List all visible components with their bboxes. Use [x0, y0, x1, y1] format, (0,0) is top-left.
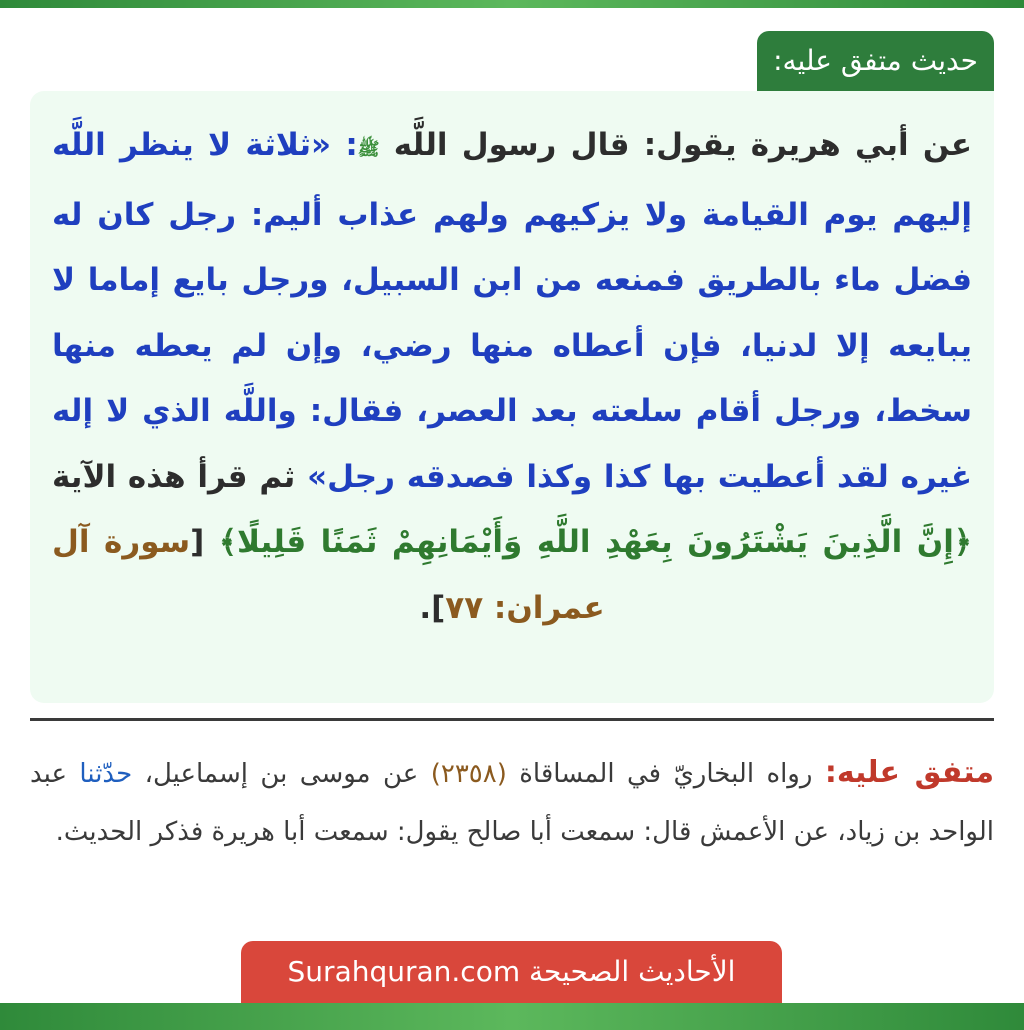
takhrij-text-2: عن موسى بن إسماعيل،	[144, 759, 419, 789]
section-divider	[30, 718, 994, 721]
surah-bracket-close: ].	[419, 589, 446, 626]
hadith-type-label: حديث متفق عليه:	[757, 31, 994, 91]
ayah-intro: ثم قرأ هذه الآية	[52, 458, 296, 495]
top-green-bar	[0, 0, 1024, 8]
site-footer-badge: الأحاديث الصحيحة Surahquran.com	[241, 941, 782, 1003]
surah-bracket-open: [	[190, 524, 205, 560]
quran-ayah: ﴿إِنَّ الَّذِينَ يَشْتَرُونَ بِعَهْدِ اللَّهِ وَأَيْمَانِهِمْ ثَمَنًا قَلِيلًا﴾	[218, 524, 972, 560]
salutation-glyph: ﷺ	[357, 139, 380, 160]
hadith-text-box	[30, 91, 994, 703]
hadith-number: (٢٣٥٨)	[430, 759, 507, 789]
takhrij-text-1: رواه البخاريّ في المساقاة	[519, 759, 813, 789]
takhrij-label: متفق عليه:	[824, 755, 995, 790]
takhrij-text-3: عبد الواحد بن زياد، عن الأعمش قال: سمعت أبا صالح يقول: سمعت أبا هريرة فذكر الحديث.	[30, 759, 994, 847]
hadith-narrator: عن أبي هريرة يقول: قال رسول اللَّه	[393, 127, 972, 163]
surah-reference: سورة آل عمران: ٧٧	[52, 524, 605, 626]
hadith-matn: : «ثلاثة لا ينظر اللَّه إليهم يوم القيامة ولا يزكيهم ولهم عذاب أليم: رجل كان له فضل ماء بالطريق فمنعه من ابن السبيل، ورجل بايع إماما لا يبايعه إلا لدنيا، فإن أعطاه منها رضي، وإن لم يعطه منها سخط، ورجل أقام سلعته بعد العصر، فقال: واللَّه الذي لا إله غيره لقد أعطيت بها كذا وكذا فصدقه رجل»	[52, 127, 972, 495]
haddathana-word: حدّثنا	[79, 759, 133, 789]
takhrij-paragraph	[30, 744, 994, 861]
bottom-green-bar	[0, 1003, 1024, 1030]
